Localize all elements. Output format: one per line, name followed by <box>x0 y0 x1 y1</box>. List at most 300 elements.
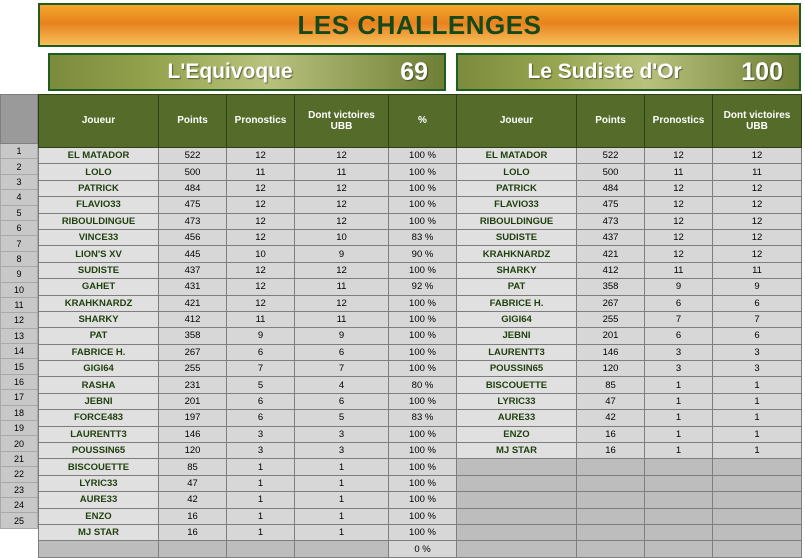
row-number: 15 <box>0 359 38 374</box>
cell-value: 100 % <box>389 180 457 196</box>
cell-value: 0 % <box>389 541 457 557</box>
row-number: 1 <box>0 144 38 159</box>
cell-value: 4 <box>295 377 389 393</box>
challenge-banner-equivoque <box>48 53 446 91</box>
cell-value: 10 <box>295 229 389 245</box>
table-row <box>457 459 802 475</box>
challenge-name-equivoque: L'Equivoque <box>167 60 293 83</box>
cell-value: 12 <box>645 213 713 229</box>
cell-value: 5 <box>295 410 389 426</box>
cell-value: 9 <box>295 328 389 344</box>
cell-player: RASHA <box>39 377 159 393</box>
cell-value: 80 % <box>389 377 457 393</box>
row-number: 11 <box>0 298 38 313</box>
cell-value: 120 <box>577 361 645 377</box>
cell-player: SHARKY <box>39 311 159 327</box>
cell-value: 231 <box>159 377 227 393</box>
cell-player: ENZO <box>39 508 159 524</box>
page-title <box>38 3 801 47</box>
cell-value <box>713 524 802 540</box>
cell-player: POUSSIN65 <box>39 443 159 459</box>
table-header-row-equivoque <box>39 95 457 148</box>
table-row <box>39 328 457 344</box>
table-row <box>457 197 802 213</box>
cell-value: 100 % <box>389 262 457 278</box>
cell-player: SUDISTE <box>39 262 159 278</box>
cell-value: 201 <box>577 328 645 344</box>
col-joueur: Joueur <box>457 95 577 148</box>
challenge-score-sudiste: 100 <box>741 57 783 86</box>
cell-value: 6 <box>713 295 802 311</box>
cell-player: GAHET <box>39 279 159 295</box>
cell-player: KRAHKNARDZ <box>457 246 577 262</box>
table-row <box>457 524 802 540</box>
cell-value: 6 <box>227 393 295 409</box>
row-number: 6 <box>0 221 38 236</box>
table-row <box>39 541 457 557</box>
table-row <box>457 492 802 508</box>
cell-value <box>645 541 713 557</box>
cell-value: 12 <box>227 279 295 295</box>
cell-value: 445 <box>159 246 227 262</box>
cell-value: 12 <box>227 180 295 196</box>
cell-value: 12 <box>645 148 713 164</box>
cell-value: 120 <box>159 443 227 459</box>
cell-value <box>577 541 645 557</box>
cell-value: 6 <box>713 328 802 344</box>
row-number: 5 <box>0 206 38 221</box>
cell-value <box>227 541 295 557</box>
cell-value: 412 <box>577 262 645 278</box>
col-joueur: Joueur <box>39 95 159 148</box>
cell-value: 358 <box>577 279 645 295</box>
cell-value: 201 <box>159 393 227 409</box>
page-title-text: LES CHALLENGES <box>297 9 542 40</box>
cell-value: 100 % <box>389 426 457 442</box>
cell-player: BISCOUETTE <box>39 459 159 475</box>
cell-player: LION'S XV <box>39 246 159 262</box>
challenge-banner-sudiste <box>456 53 801 91</box>
cell-player: SUDISTE <box>457 229 577 245</box>
cell-value: 9 <box>645 279 713 295</box>
row-number: 20 <box>0 436 38 451</box>
cell-player: VINCE33 <box>39 229 159 245</box>
cell-value: 12 <box>713 213 802 229</box>
table-row <box>39 164 457 180</box>
table-row <box>39 492 457 508</box>
cell-value: 1 <box>645 377 713 393</box>
cell-value: 100 % <box>389 475 457 491</box>
cell-value: 3 <box>713 344 802 360</box>
cell-value: 1 <box>713 426 802 442</box>
cell-value: 12 <box>295 148 389 164</box>
cell-value: 12 <box>227 148 295 164</box>
table-row <box>457 279 802 295</box>
row-number: 16 <box>0 375 38 390</box>
cell-value: 11 <box>295 279 389 295</box>
table-row <box>39 295 457 311</box>
cell-value: 7 <box>227 361 295 377</box>
table-row <box>39 361 457 377</box>
cell-player <box>457 459 577 475</box>
table-row <box>457 311 802 327</box>
cell-player: LAURENTT3 <box>39 426 159 442</box>
cell-value: 100 % <box>389 344 457 360</box>
cell-value: 197 <box>159 410 227 426</box>
table-row <box>39 180 457 196</box>
table-row <box>457 262 802 278</box>
table-row <box>457 361 802 377</box>
cell-value: 12 <box>295 213 389 229</box>
cell-value: 6 <box>227 410 295 426</box>
cell-player: LOLO <box>457 164 577 180</box>
table-row <box>457 508 802 524</box>
row-number-header <box>0 94 38 144</box>
table-row <box>457 229 802 245</box>
cell-value: 12 <box>295 262 389 278</box>
cell-value: 47 <box>577 393 645 409</box>
cell-value: 7 <box>645 311 713 327</box>
table-row <box>39 262 457 278</box>
cell-value: 90 % <box>389 246 457 262</box>
cell-value: 1 <box>227 475 295 491</box>
cell-value: 11 <box>227 164 295 180</box>
cell-value <box>645 475 713 491</box>
cell-value: 100 % <box>389 393 457 409</box>
cell-player: SHARKY <box>457 262 577 278</box>
cell-value: 42 <box>577 410 645 426</box>
row-number: 17 <box>0 390 38 405</box>
cell-value: 437 <box>159 262 227 278</box>
row-number: 18 <box>0 406 38 421</box>
row-number: 12 <box>0 313 38 328</box>
row-number: 14 <box>0 344 38 359</box>
cell-value: 16 <box>159 524 227 540</box>
cell-value: 42 <box>159 492 227 508</box>
cell-value: 473 <box>159 213 227 229</box>
cell-value: 12 <box>227 213 295 229</box>
cell-value: 3 <box>227 443 295 459</box>
table-row <box>457 475 802 491</box>
cell-player: LYRIC33 <box>457 393 577 409</box>
row-number: 19 <box>0 421 38 436</box>
cell-value: 5 <box>227 377 295 393</box>
cell-value: 9 <box>713 279 802 295</box>
cell-value <box>159 541 227 557</box>
cell-value: 100 % <box>389 524 457 540</box>
row-number-gutter <box>0 94 38 529</box>
row-number: 24 <box>0 498 38 513</box>
cell-player: PAT <box>457 279 577 295</box>
cell-player: JEBNI <box>39 393 159 409</box>
row-number: 13 <box>0 329 38 344</box>
cell-value: 500 <box>577 164 645 180</box>
cell-player: PATRICK <box>39 180 159 196</box>
cell-value: 12 <box>295 295 389 311</box>
cell-value <box>577 492 645 508</box>
cell-value: 1 <box>645 426 713 442</box>
cell-value: 1 <box>713 377 802 393</box>
cell-value: 484 <box>159 180 227 196</box>
table-row <box>457 328 802 344</box>
cell-player: GIGI64 <box>39 361 159 377</box>
cell-value: 10 <box>227 246 295 262</box>
challenge-score-equivoque: 69 <box>400 57 428 86</box>
table-header-row-sudiste <box>457 95 802 148</box>
cell-player: POUSSIN65 <box>457 361 577 377</box>
table-row <box>39 410 457 426</box>
cell-value: 1 <box>295 524 389 540</box>
cell-value: 255 <box>577 311 645 327</box>
cell-value: 12 <box>645 180 713 196</box>
cell-player: GIGI64 <box>457 311 577 327</box>
cell-player: PATRICK <box>457 180 577 196</box>
cell-value: 100 % <box>389 443 457 459</box>
cell-value: 12 <box>713 180 802 196</box>
cell-value: 1 <box>227 508 295 524</box>
cell-value: 1 <box>713 443 802 459</box>
cell-value: 3 <box>295 426 389 442</box>
cell-value: 16 <box>577 426 645 442</box>
cell-value: 1 <box>645 393 713 409</box>
cell-value <box>577 524 645 540</box>
cell-value: 1 <box>645 443 713 459</box>
cell-value: 100 % <box>389 213 457 229</box>
cell-value: 146 <box>577 344 645 360</box>
cell-value: 12 <box>227 197 295 213</box>
row-number: 23 <box>0 483 38 498</box>
cell-value: 1 <box>295 492 389 508</box>
cell-player: LYRIC33 <box>39 475 159 491</box>
cell-value: 11 <box>645 262 713 278</box>
table-row <box>39 148 457 164</box>
table-row <box>39 426 457 442</box>
cell-value: 100 % <box>389 164 457 180</box>
cell-value <box>645 459 713 475</box>
cell-value: 1 <box>227 492 295 508</box>
cell-value: 11 <box>713 164 802 180</box>
table-row <box>39 344 457 360</box>
cell-value: 100 % <box>389 508 457 524</box>
col-victoires-ubb: Dont victoires UBB <box>713 95 802 148</box>
cell-player <box>39 541 159 557</box>
table-row <box>457 426 802 442</box>
cell-player: FABRICE H. <box>457 295 577 311</box>
cell-value: 1 <box>295 459 389 475</box>
cell-value: 11 <box>227 311 295 327</box>
cell-value: 3 <box>645 344 713 360</box>
cell-value <box>645 524 713 540</box>
cell-player <box>457 541 577 557</box>
cell-value: 267 <box>577 295 645 311</box>
cell-value: 85 <box>159 459 227 475</box>
cell-value: 437 <box>577 229 645 245</box>
cell-player: FLAVIO33 <box>39 197 159 213</box>
col-victoires-ubb: Dont victoires UBB <box>295 95 389 148</box>
cell-value: 16 <box>159 508 227 524</box>
table-row <box>457 393 802 409</box>
table-row <box>39 279 457 295</box>
cell-value: 12 <box>713 197 802 213</box>
cell-value: 6 <box>645 295 713 311</box>
table-row <box>39 246 457 262</box>
cell-value: 100 % <box>389 295 457 311</box>
cell-value: 484 <box>577 180 645 196</box>
table-row <box>39 197 457 213</box>
table-row <box>39 229 457 245</box>
cell-value: 12 <box>295 197 389 213</box>
cell-player <box>457 475 577 491</box>
col-points: Points <box>159 95 227 148</box>
row-number: 8 <box>0 252 38 267</box>
cell-value: 1 <box>295 475 389 491</box>
cell-value: 11 <box>295 311 389 327</box>
cell-value: 11 <box>713 262 802 278</box>
cell-value: 100 % <box>389 361 457 377</box>
cell-value: 358 <box>159 328 227 344</box>
cell-value: 6 <box>645 328 713 344</box>
cell-value: 12 <box>227 262 295 278</box>
row-number: 3 <box>0 175 38 190</box>
cell-value: 1 <box>295 508 389 524</box>
row-number: 2 <box>0 159 38 174</box>
cell-value: 12 <box>227 295 295 311</box>
cell-value: 3 <box>713 361 802 377</box>
cell-value: 100 % <box>389 492 457 508</box>
cell-value <box>713 475 802 491</box>
table-row <box>39 311 457 327</box>
table-row <box>39 459 457 475</box>
cell-player: LAURENTT3 <box>457 344 577 360</box>
table-row <box>39 393 457 409</box>
cell-value: 500 <box>159 164 227 180</box>
cell-player <box>457 508 577 524</box>
table-row <box>457 148 802 164</box>
cell-value: 47 <box>159 475 227 491</box>
cell-player: MJ STAR <box>457 443 577 459</box>
cell-value: 11 <box>645 164 713 180</box>
cell-value: 421 <box>159 295 227 311</box>
table-row <box>39 524 457 540</box>
cell-value: 1 <box>227 524 295 540</box>
cell-value: 12 <box>645 229 713 245</box>
cell-value: 255 <box>159 361 227 377</box>
cell-player: LOLO <box>39 164 159 180</box>
cell-value: 100 % <box>389 197 457 213</box>
col-pronostics: Pronostics <box>645 95 713 148</box>
cell-value: 1 <box>713 393 802 409</box>
row-number: 21 <box>0 452 38 467</box>
cell-value: 421 <box>577 246 645 262</box>
row-number: 4 <box>0 190 38 205</box>
cell-value: 100 % <box>389 459 457 475</box>
cell-player: MJ STAR <box>39 524 159 540</box>
table-row <box>457 541 802 557</box>
table-row <box>457 443 802 459</box>
cell-player: FORCE483 <box>39 410 159 426</box>
cell-value: 7 <box>713 311 802 327</box>
cell-value: 92 % <box>389 279 457 295</box>
cell-value: 475 <box>577 197 645 213</box>
cell-player: FLAVIO33 <box>457 197 577 213</box>
cell-value <box>295 541 389 557</box>
cell-player: RIBOULDINGUE <box>457 213 577 229</box>
cell-value: 522 <box>159 148 227 164</box>
row-number: 7 <box>0 236 38 251</box>
cell-value: 475 <box>159 197 227 213</box>
cell-value: 412 <box>159 311 227 327</box>
cell-player <box>457 524 577 540</box>
row-number: 25 <box>0 513 38 528</box>
cell-value: 6 <box>295 344 389 360</box>
table-row <box>39 508 457 524</box>
cell-player: KRAHKNARDZ <box>39 295 159 311</box>
cell-value: 267 <box>159 344 227 360</box>
cell-value <box>577 508 645 524</box>
table-row <box>39 475 457 491</box>
cell-value: 1 <box>713 410 802 426</box>
cell-value: 83 % <box>389 229 457 245</box>
cell-player <box>457 492 577 508</box>
cell-value: 12 <box>713 229 802 245</box>
cell-value: 85 <box>577 377 645 393</box>
table-row <box>457 213 802 229</box>
col-pronostics: Pronostics <box>227 95 295 148</box>
cell-value: 1 <box>645 410 713 426</box>
cell-value: 522 <box>577 148 645 164</box>
table-row <box>457 246 802 262</box>
table-row <box>457 410 802 426</box>
cell-player: FABRICE H. <box>39 344 159 360</box>
cell-player: PAT <box>39 328 159 344</box>
cell-value: 100 % <box>389 311 457 327</box>
cell-value: 431 <box>159 279 227 295</box>
cell-value: 6 <box>295 393 389 409</box>
cell-value: 100 % <box>389 328 457 344</box>
col-pourcentage: % <box>389 95 457 148</box>
row-number: 22 <box>0 467 38 482</box>
cell-value <box>713 492 802 508</box>
cell-value: 100 % <box>389 148 457 164</box>
table-row <box>457 295 802 311</box>
cell-value <box>577 475 645 491</box>
cell-player: AURE33 <box>39 492 159 508</box>
cell-value: 9 <box>295 246 389 262</box>
cell-player: ENZO <box>457 426 577 442</box>
cell-value <box>577 459 645 475</box>
cell-value: 12 <box>713 246 802 262</box>
cell-player: EL MATADOR <box>457 148 577 164</box>
cell-player: EL MATADOR <box>39 148 159 164</box>
cell-value: 9 <box>227 328 295 344</box>
challenge-name-sudiste: Le Sudiste d'Or <box>527 60 682 83</box>
cell-player: JEBNI <box>457 328 577 344</box>
cell-value: 3 <box>645 361 713 377</box>
cell-value: 146 <box>159 426 227 442</box>
cell-player: BISCOUETTE <box>457 377 577 393</box>
table-row <box>457 344 802 360</box>
cell-player: AURE33 <box>457 410 577 426</box>
cell-value: 12 <box>295 180 389 196</box>
col-points: Points <box>577 95 645 148</box>
cell-value <box>645 508 713 524</box>
cell-value: 473 <box>577 213 645 229</box>
cell-value: 12 <box>645 197 713 213</box>
table-sudiste <box>456 94 802 558</box>
cell-value: 6 <box>227 344 295 360</box>
table-row <box>457 180 802 196</box>
cell-value <box>713 459 802 475</box>
